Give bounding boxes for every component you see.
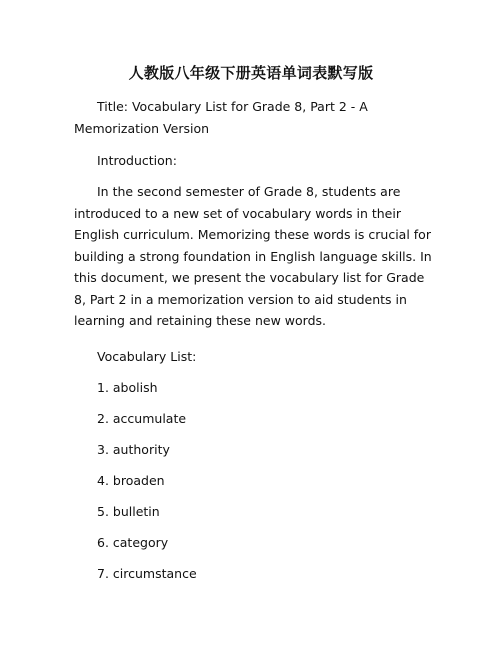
vocabulary-item: 7. circumstance (97, 566, 197, 581)
vocabulary-item: 5. bulletin (97, 504, 160, 519)
vocabulary-item: 4. broaden (97, 473, 165, 488)
document-heading: 人教版八年级下册英语单词表默写版 (128, 64, 374, 82)
vocabulary-item: 3. authority (97, 442, 170, 457)
vocabulary-list-label: Vocabulary List: (97, 349, 197, 364)
introduction-paragraph: In the second semester of Grade 8, students are introduced to a new set of vocabulary words in their English curriculum. Memorizing these words is crucial for building a strong foundation in English language skills. In this document, we present the vocabulary list for Grade 8, Part 2 in a memorization version to aid students in learning and retaining these new words. (74, 184, 432, 328)
introduction-label: Introduction: (97, 153, 177, 168)
vocabulary-item: 1. abolish (97, 380, 158, 395)
vocabulary-item: 6. category (97, 535, 169, 550)
document-subtitle: Title: Vocabulary List for Grade 8, Part 2 - A Memorization Version (74, 99, 368, 136)
vocabulary-item: 2. accumulate (97, 411, 187, 426)
